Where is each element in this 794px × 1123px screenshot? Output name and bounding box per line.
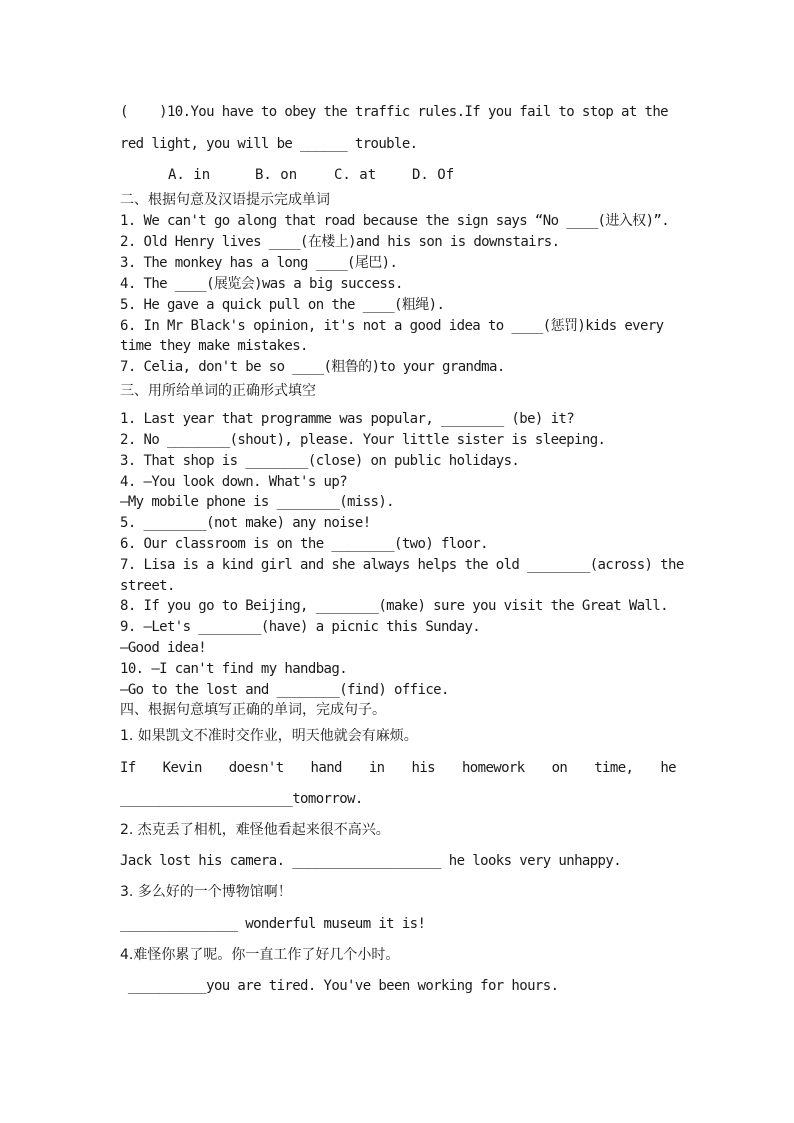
- section2-line: 5. He gave a quick pull on the ____(粗绳).: [120, 297, 445, 313]
- section3-line: —My mobile phone is ________(miss).: [120, 494, 395, 510]
- section3-line: 5. ________(not make) any noise!: [120, 515, 371, 531]
- section3-line: —Good idea!: [120, 640, 207, 656]
- q10-option-b: B. on: [255, 167, 298, 183]
- section2-line: 1. We can't go along that road because the sign says “No ____(进入权)”.: [120, 213, 670, 229]
- q10-option-c: C. at: [334, 167, 377, 183]
- section2-heading: 二、根据句意及汉语提示完成单词: [120, 192, 330, 208]
- section3-heading: 三、用所给单词的正确形式填空: [120, 383, 316, 399]
- section2-line: 3. The monkey has a long ____(尾巴).: [120, 255, 398, 271]
- q10-option-a: A. in: [168, 167, 211, 183]
- section4-item4-english: __________you are tired. You've been working for hours.: [120, 978, 559, 994]
- section4-heading: 四、根据句意填写正确的单词，完成句子。: [120, 702, 386, 718]
- section2-line: 2. Old Henry lives ____(在楼上)and his son is downstairs.: [120, 234, 560, 250]
- section3-line: 9. —Let's ________(have) a picnic this Sunday.: [120, 619, 481, 635]
- section3-line: 7. Lisa is a kind girl and she always helps the old ________(across) the: [120, 557, 684, 573]
- section4-item4-chinese: 4.难怪你累了呢。你一直工作了好几个小时。: [120, 947, 400, 963]
- section3-line: 6. Our classroom is on the ________(two) floor.: [120, 536, 488, 552]
- q10-option-d: D. Of: [412, 167, 455, 183]
- section4-item2-english: Jack lost his camera. ___________________ he looks very unhappy.: [120, 853, 622, 869]
- section3-line: 4. —You look down. What's up?: [120, 474, 348, 490]
- section2-line: 4. The ____(展览会)was a big success.: [120, 276, 403, 292]
- section4-item1-english-cont: ______________________tomorrow.: [120, 791, 363, 807]
- section3-line: 10. —I can't find my handbag.: [120, 661, 348, 677]
- section3-line: 8. If you go to Beijing, ________(make) sure you visit the Great Wall.: [120, 598, 669, 614]
- section3-line: 3. That shop is ________(close) on public holidays.: [120, 453, 520, 469]
- section3-line: street.: [120, 578, 175, 594]
- section3-line: 1. Last year that programme was popular, ________ (be) it?: [120, 411, 575, 427]
- section2-line: 7. Celia, don't be so ____(粗鲁的)to your grandma.: [120, 359, 505, 375]
- section3-line: 2. No ________(shout), please. Your little sister is sleeping.: [120, 432, 606, 448]
- section4-item1-chinese: 1. 如果凯文不准时交作业，明天他就会有麻烦。: [120, 728, 418, 744]
- section4-item3-english: _______________ wonderful museum it is!: [120, 916, 426, 932]
- section2-line: time they make mistakes.: [120, 338, 308, 354]
- section4-item1-english: If Kevin doesn't hand in his homework on time, he: [120, 760, 676, 776]
- q10-line1: ( )10.You have to obey the traffic rules.If you fail to stop at the: [120, 104, 669, 120]
- section4-item3-chinese: 3. 多么好的一个博物馆啊！: [120, 884, 292, 900]
- q10-line2: red light, you will be ______ trouble.: [120, 136, 418, 152]
- section3-line: —Go to the lost and ________(find) office.: [120, 682, 449, 698]
- section2-line: 6. In Mr Black's opinion, it's not a good idea to ____(惩罚)kids every: [120, 318, 664, 334]
- section4-item2-chinese: 2. 杰克丢了相机，难怪他看起来很不高兴。: [120, 822, 390, 838]
